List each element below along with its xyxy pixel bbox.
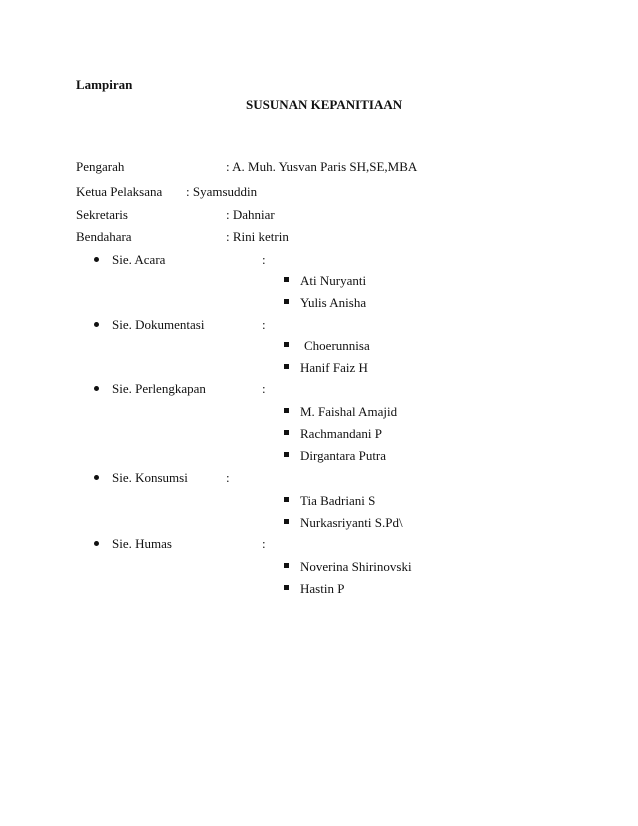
- officer-value: : A. Muh. Yusvan Paris SH,SE,MBA: [226, 159, 418, 174]
- section-name: Sie. Humas: [112, 536, 172, 551]
- square-bullet-icon: [284, 299, 289, 304]
- square-bullet-icon: [284, 585, 289, 590]
- member-name: Hastin P: [300, 581, 345, 596]
- square-bullet-icon: [284, 277, 289, 282]
- officer-role: Sekretaris: [76, 207, 128, 222]
- section-name: Sie. Perlengkapan: [112, 381, 206, 396]
- member-name: M. Faishal Amajid: [300, 404, 398, 419]
- member-name: Dirgantara Putra: [300, 448, 387, 463]
- officer-value: : Dahniar: [226, 207, 275, 222]
- bullet-icon: [94, 322, 99, 327]
- section-colon: :: [262, 536, 266, 551]
- member-name: Rachmandani P: [300, 426, 382, 441]
- section-colon: :: [226, 470, 230, 485]
- section-colon: :: [262, 317, 266, 332]
- square-bullet-icon: [284, 364, 289, 369]
- section-colon: :: [262, 252, 266, 267]
- doc-heading: Lampiran: [76, 77, 133, 92]
- doc-title: SUSUNAN KEPANITIAAN: [246, 97, 403, 112]
- bullet-icon: [94, 257, 99, 262]
- square-bullet-icon: [284, 452, 289, 457]
- section-name: Sie. Dokumentasi: [112, 317, 205, 332]
- square-bullet-icon: [284, 342, 289, 347]
- member-name: Choerunnisa: [304, 338, 370, 353]
- section-name: Sie. Acara: [112, 252, 166, 267]
- square-bullet-icon: [284, 408, 289, 413]
- member-name: Noverina Shirinovski: [300, 559, 412, 574]
- member-name: Ati Nuryanti: [300, 273, 367, 288]
- square-bullet-icon: [284, 519, 289, 524]
- officer-value: : Syamsuddin: [186, 184, 258, 199]
- officer-role: Pengarah: [76, 159, 125, 174]
- member-name: Yulis Anisha: [300, 295, 367, 310]
- square-bullet-icon: [284, 563, 289, 568]
- member-name: Nurkasriyanti S.Pd\: [300, 515, 403, 530]
- square-bullet-icon: [284, 497, 289, 502]
- section-colon: :: [262, 381, 266, 396]
- section-name: Sie. Konsumsi: [112, 470, 188, 485]
- officer-value: : Rini ketrin: [226, 229, 289, 244]
- officer-role: Bendahara: [76, 229, 132, 244]
- officer-role: Ketua Pelaksana: [76, 184, 163, 199]
- member-name: Hanif Faiz H: [300, 360, 368, 375]
- bullet-icon: [94, 386, 99, 391]
- square-bullet-icon: [284, 430, 289, 435]
- member-name: Tia Badriani S: [300, 493, 376, 508]
- bullet-icon: [94, 475, 99, 480]
- bullet-icon: [94, 541, 99, 546]
